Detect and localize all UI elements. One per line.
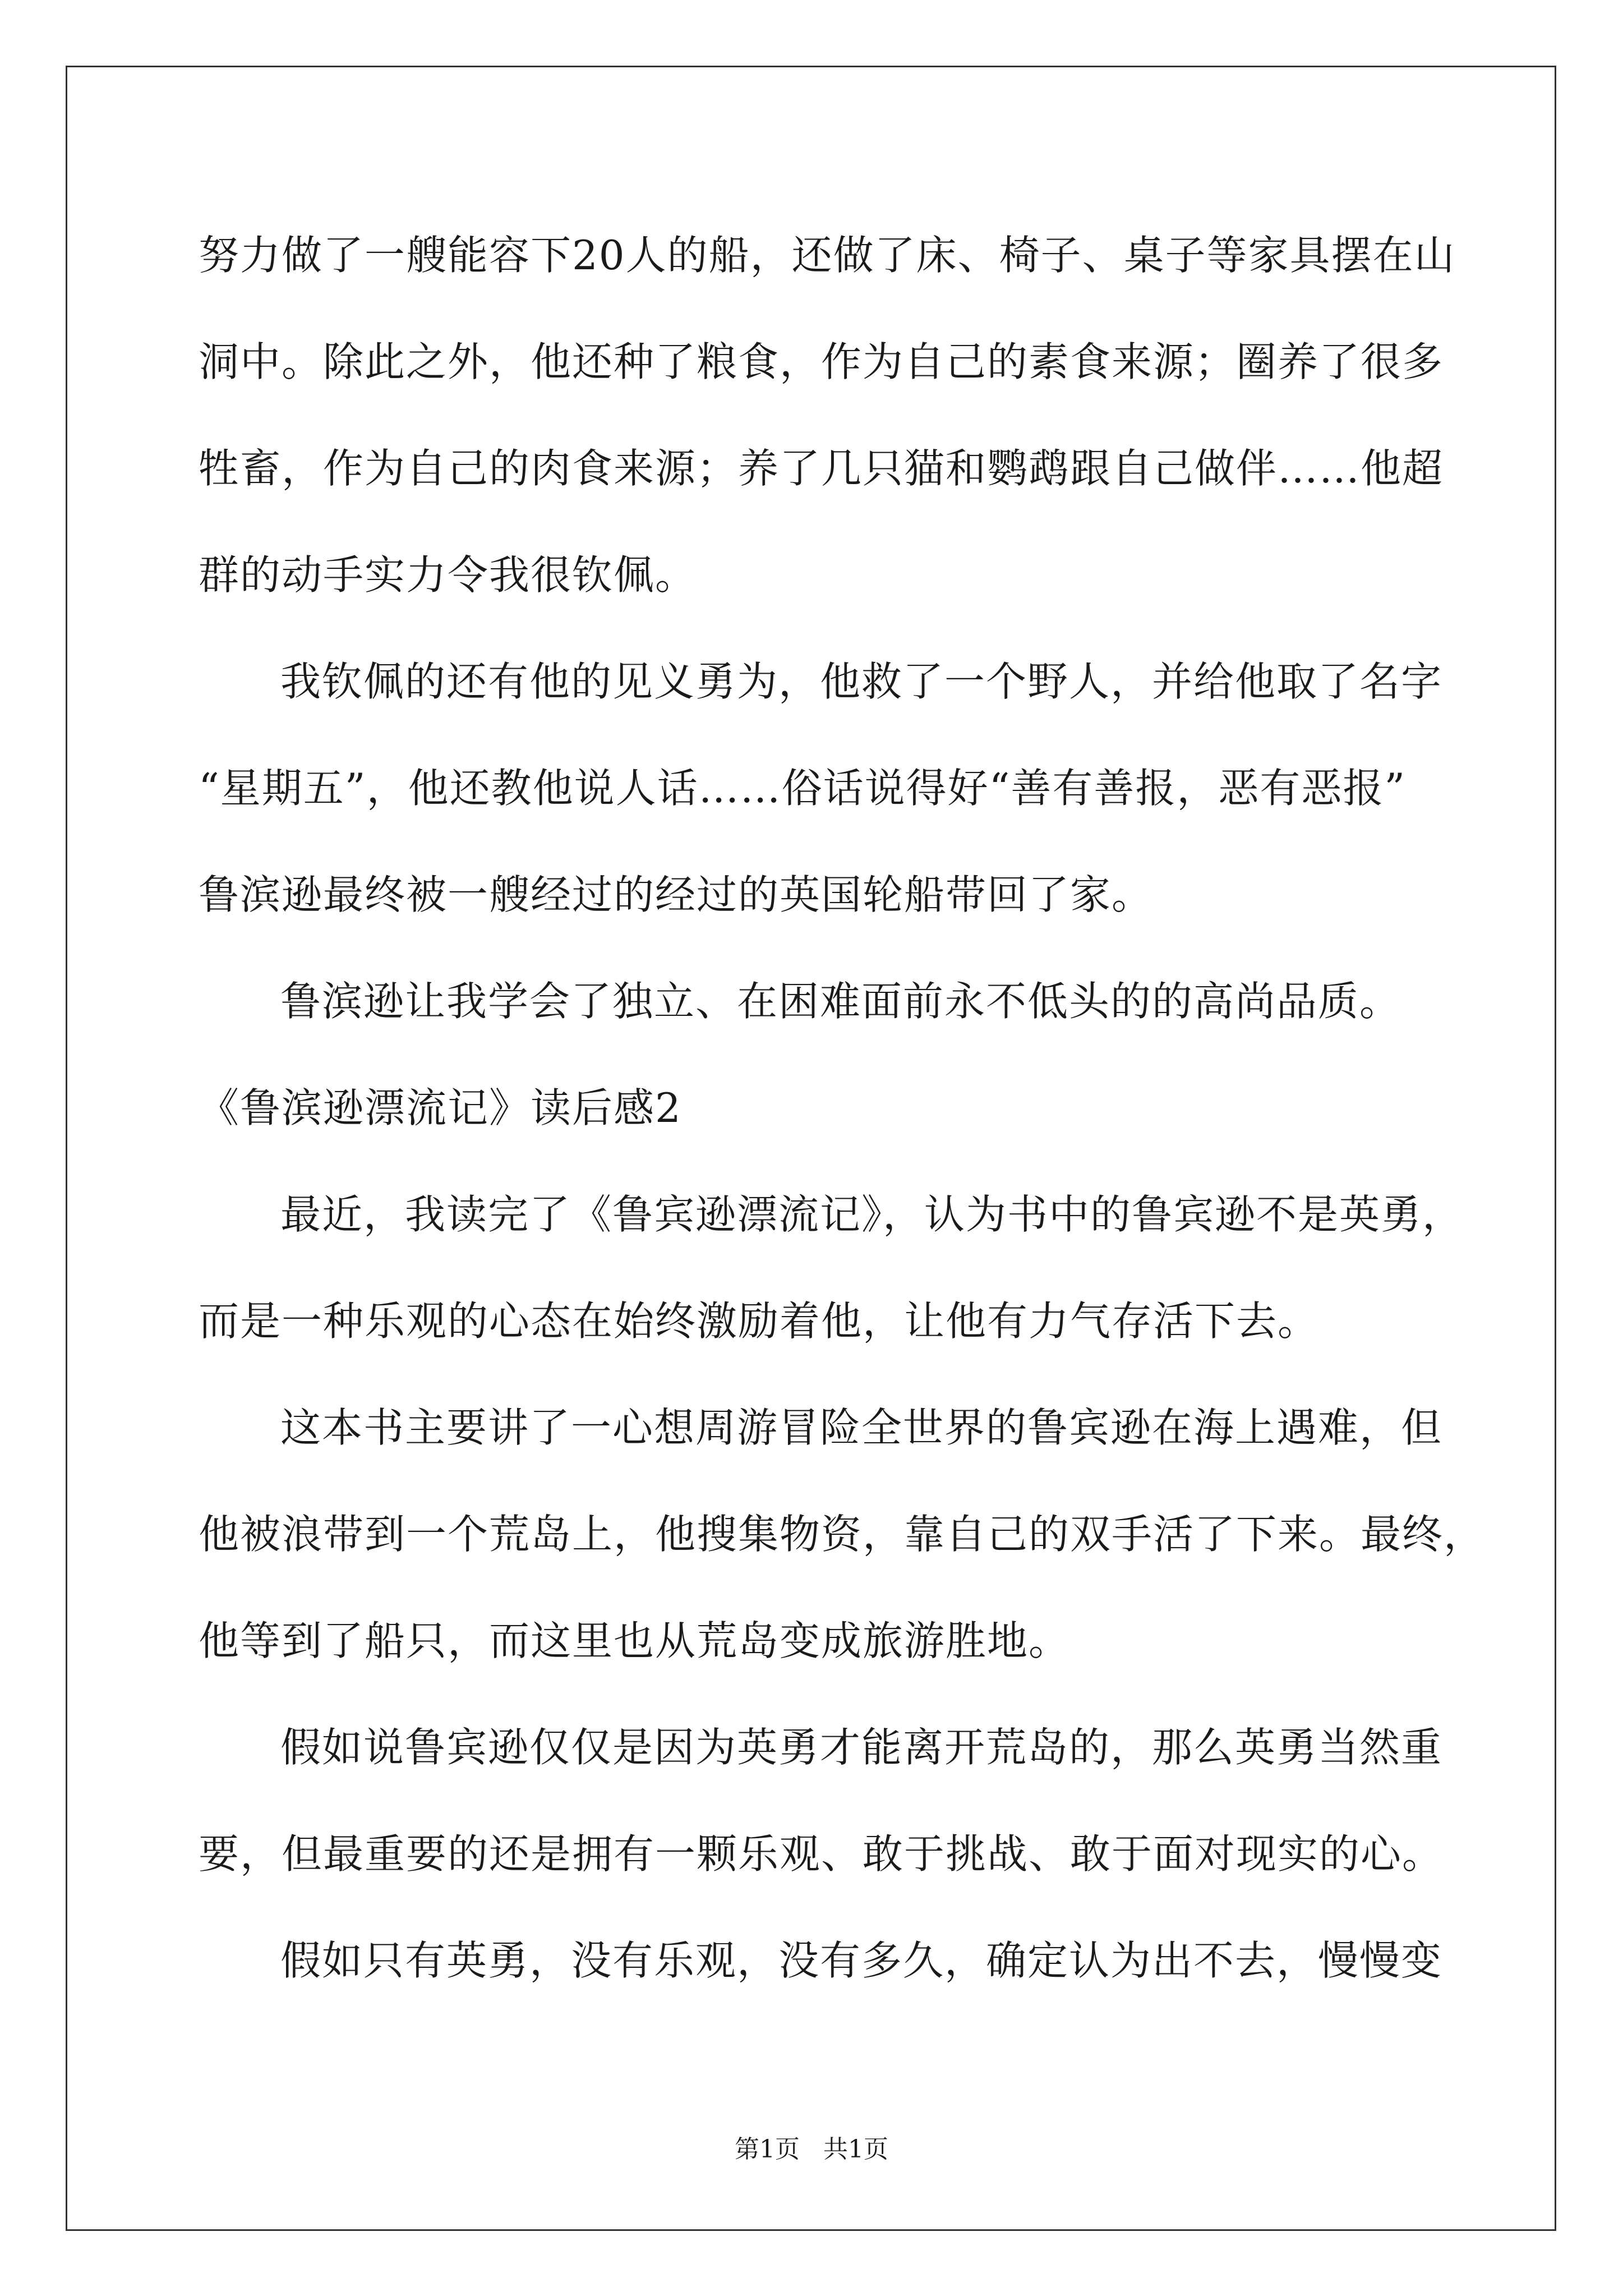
text-line: 群的动手实力令我很钦佩。: [199, 551, 697, 599]
document-body: [199, 202, 1486, 2014]
section-heading: 《鲁滨逊漂流记》读后感2: [199, 1084, 682, 1131]
text-line: 而是一种乐观的心态在始终激励着他，让他有力气存活下去。: [199, 1297, 1320, 1345]
paragraph-start-line: 我钦佩的还有他的见义勇为，他救了一个野人，并给他取了名字: [280, 658, 1443, 705]
page-footer: 第1页 共1页: [735, 2135, 888, 2164]
text-line: 努力做了一艘能容下20人的船，还做了床、椅子、桌子等家具摆在山: [199, 232, 1456, 279]
text-line: 他等到了船只，而这里也从荒岛变成旅游胜地。: [199, 1617, 1071, 1664]
text-line: 要，但最重要的还是拥有一颗乐观、敢于挑战、敢于面对现实的心。: [199, 1830, 1444, 1878]
paragraph-start-line: 鲁滨逊让我学会了独立、在困难面前永不低头的的高尚品质。: [280, 978, 1401, 1025]
text-line: 他被浪带到一个荒岛上，他搜集物资，靠自己的双手活了下来。最终，: [199, 1511, 1486, 1558]
paragraph-start-line: 最近，我读完了《鲁宾逊漂流记》，认为书中的鲁宾逊不是英勇，: [280, 1191, 1464, 1238]
text-line: 鲁滨逊最终被一艘经过的经过的英国轮船带回了家。: [199, 871, 1154, 918]
paragraph-start-line: 这本书主要讲了一心想周游冒险全世界的鲁宾逊在海上遇难，但: [280, 1404, 1443, 1451]
text-line: 牲畜，作为自己的肉食来源；养了几只猫和鹦鹉跟自己做伴……他超: [199, 445, 1444, 492]
paragraph-start-line: 假如只有英勇，没有乐观，没有多久，确定认为出不去，慢慢变: [280, 1937, 1443, 1984]
paragraph-start-line: 假如说鲁宾逊仅仅是因为英勇才能离开荒岛的，那么英勇当然重: [280, 1724, 1443, 1771]
text-line: “星期五”，他还教他说人话……俗话说得好“善有善报，恶有恶报”: [199, 765, 1407, 812]
text-line: 洞中。除此之外，他还种了粮食，作为自己的素食来源；圈养了很多: [199, 338, 1444, 385]
